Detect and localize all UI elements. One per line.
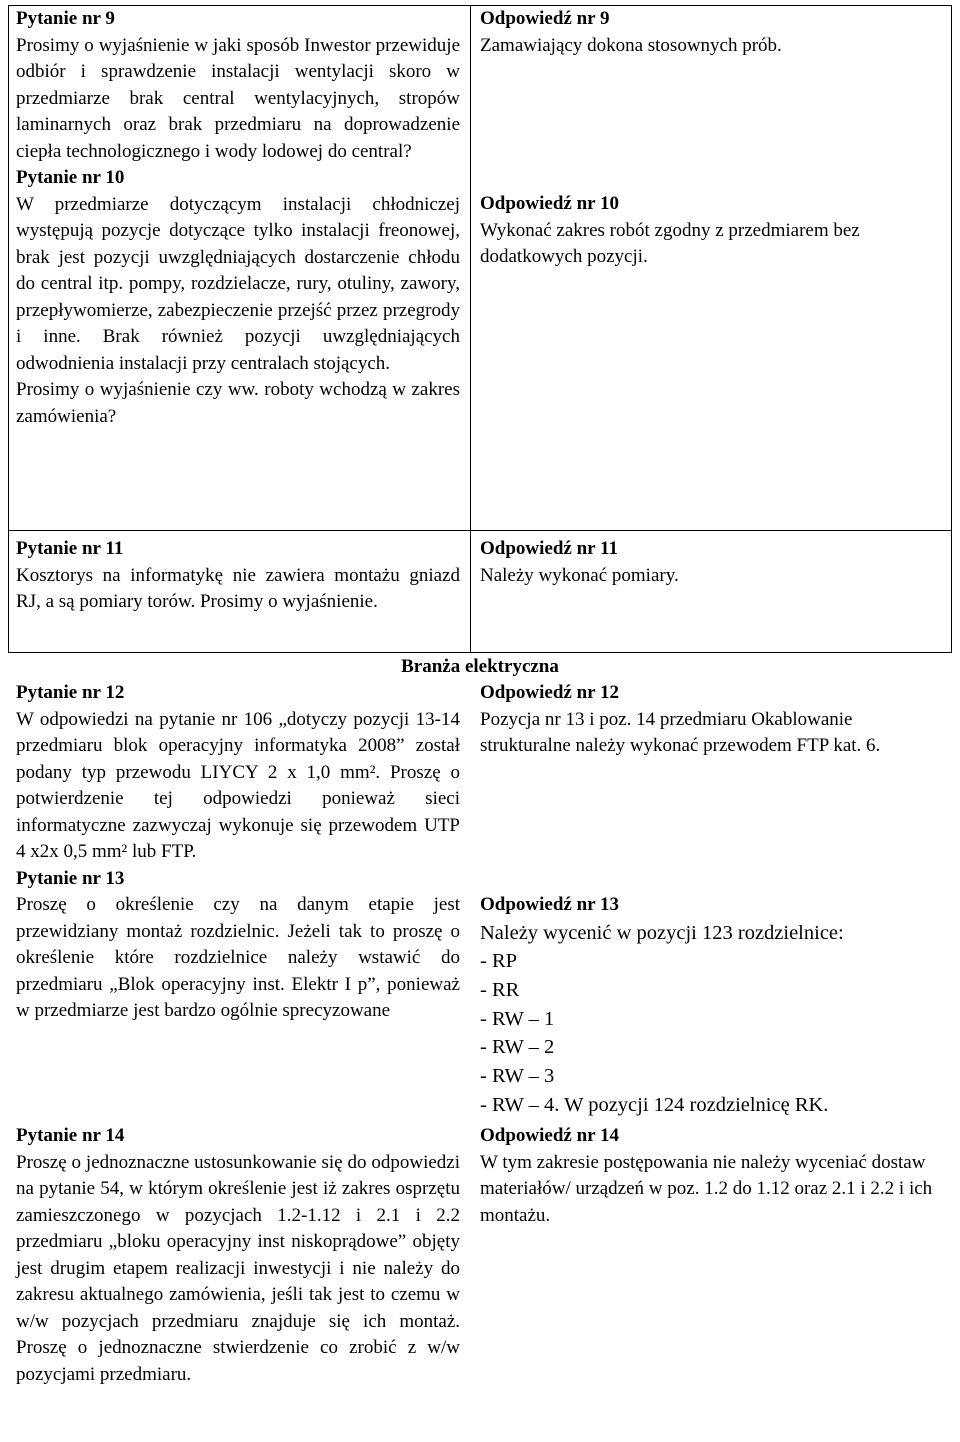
table1-bottom-border <box>8 652 952 653</box>
answer-heading: Odpowiedź nr 10 <box>480 193 620 214</box>
table1-middle-border <box>470 5 471 653</box>
answer-text: Wykonać zakres robót zgodny z przedmiarem bez dodatkowych pozycji. <box>480 219 860 267</box>
question-text: W przedmiarze dotyczącym instalacji chłodniczej występują pozycje dotyczące tylko instalacji freonowej, brak jest pozycji uwzględniających dostarczenie chłodu do central itp. pompy, rozdzielacze, rury, otuliny, zawory, przepływomierze, zabezpieczenie przejść przez przegrody i inne. Brak również pozycji uwzględniających odwodnienia instalacji przy centralach stojących. <box>16 193 460 374</box>
answer-text: Należy wykonać pomiary. <box>480 564 679 586</box>
answer-line: - RP <box>480 950 518 973</box>
answer-cell <box>480 6 942 59</box>
answer-line: - RW – 1 <box>480 1007 555 1030</box>
answer-line: - RR <box>480 978 520 1001</box>
question-cell <box>16 680 460 1025</box>
answer-heading: Odpowiedź nr 12 <box>480 682 620 703</box>
answer-cell <box>480 892 942 1119</box>
answer-cell <box>480 536 942 589</box>
question-heading: Pytanie nr 10 <box>16 167 125 188</box>
answer-cell <box>480 680 942 760</box>
question-text: W odpowiedzi na pytanie nr 106 „dotyczy pozycji 13-14 przedmiaru blok operacyjny informatyka 2008” został podany typ przewodu LIYCY 2 x 1,0 mm². Proszę o potwierdzenie tej odpowiedzi ponieważ sieci informatyczne zazwyczaj wykonuje się przewodem UTP 4 x2x 0,5 mm² lub FTP. <box>16 708 460 862</box>
question-cell <box>16 6 460 430</box>
section-title: Branża elektryczna <box>401 656 559 677</box>
question-heading: Pytanie nr 9 <box>16 8 115 29</box>
answer-line: - RW – 4. W pozycji 124 rozdzielnicę RK. <box>480 1093 829 1116</box>
answer-heading: Odpowiedź nr 14 <box>480 1125 620 1146</box>
answer-line: - RW – 3 <box>480 1065 555 1088</box>
question-text: Prosimy o wyjaśnienie w jaki sposób Inwestor przewiduje odbiór i sprawdzenie instalacji wentylacji skoro w przedmiarze brak central wentylacyjnych, stropów laminarnych oraz brak przedmiaru na doprowadzenie ciepła technologicznego i wody lodowej do central? <box>16 34 460 162</box>
question-text: Kosztorys na informatykę nie zawiera montażu gniazd RJ, a są pomiary torów. Prosimy o wyjaśnienie. <box>16 564 460 612</box>
answer-text: W tym zakresie postępowania nie należy wyceniać dostaw materiałów/ urządzeń w poz. 1.2 do 1.12 oraz 2.1 i 2.2 i ich montażu. <box>480 1151 933 1226</box>
answer-heading: Odpowiedź nr 11 <box>480 538 618 559</box>
answer-cell <box>480 1123 942 1229</box>
table1-row-divider <box>8 530 952 531</box>
answer-heading: Odpowiedź nr 9 <box>480 8 610 29</box>
answer-text: Zamawiający dokona stosownych prób. <box>480 34 782 56</box>
answer-line: - RW – 2 <box>480 1036 555 1059</box>
question-heading: Pytanie nr 13 <box>16 867 125 889</box>
answer-cell <box>480 191 942 271</box>
table1-right-border <box>951 5 952 653</box>
question-heading: Pytanie nr 12 <box>16 682 125 703</box>
question-heading: Pytanie nr 11 <box>16 538 124 559</box>
answer-text: Pozycja nr 13 i poz. 14 przedmiaru Okablowanie strukturalne należy wykonać przewodem FTP kat. 6. <box>480 708 881 756</box>
question-cell <box>16 536 460 616</box>
question-heading: Pytanie nr 14 <box>16 1125 125 1146</box>
question-cell <box>16 1123 460 1388</box>
table1-left-border <box>8 5 9 653</box>
answer-heading: Odpowiedź nr 13 <box>480 894 620 915</box>
answer-line: Należy wycenić w pozycji 123 rozdzielnice: <box>480 921 844 944</box>
question-text: Prosimy o wyjaśnienie czy ww. roboty wchodzą w zakres zamówienia? <box>16 379 460 427</box>
question-text: Proszę o jednoznaczne ustosunkowanie się do odpowiedzi na pytanie 54, w którym określenie jest iż zakres osprzętu zamieszczonego w pozycjach 1.2-1.12 i 2.1 i 2.2 przedmiaru „bloku operacyjny inst niskoprądowe” objęty jest drugim etapem realizacji inwestycji i nie należy do zakresu aktualnego zamówienia, jeśli tak jest to czemu w w/w pozycjach przedmiaru znajduje się ich montaż. Proszę o jednoznaczne stwierdzenie co zrobić z w/w pozycjami przedmiaru. <box>16 1151 460 1385</box>
question-text: Proszę o określenie czy na danym etapie jest przewidziany montaż rozdzielnic. Jeżeli tak to proszę o określenie które rozdzielnice należy wstawić do przedmiaru „Blok operacyjny inst. Elektr I p”, ponieważ w przedmiarze jest bardzo ogólnie sprecyzowane <box>16 894 460 1021</box>
